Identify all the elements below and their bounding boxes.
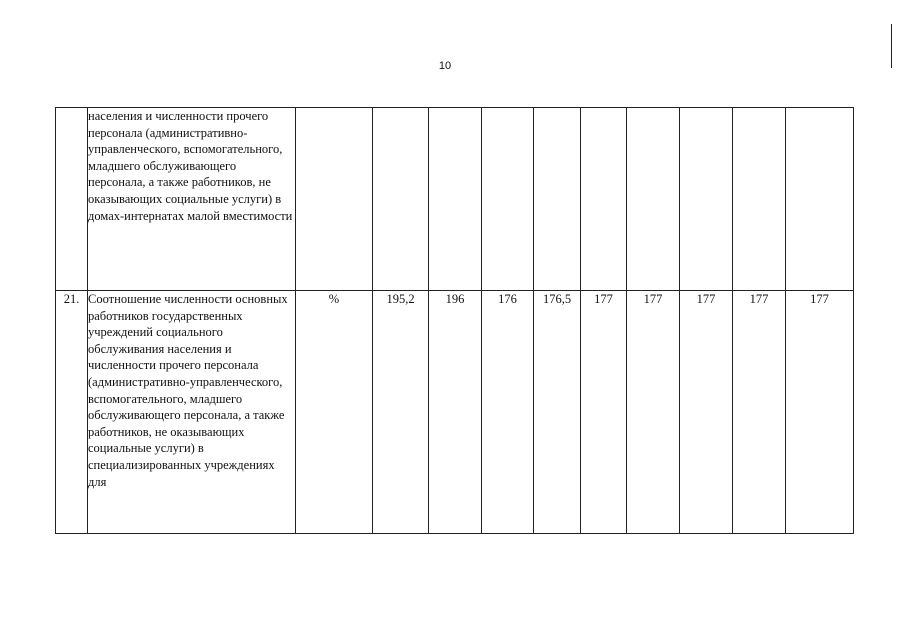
value-cell: 176,5: [534, 291, 581, 534]
value-cell: [627, 108, 680, 291]
unit-cell: [296, 108, 373, 291]
value-cell: [373, 108, 429, 291]
unit-cell: %: [296, 291, 373, 534]
row-number-cell: 21.: [56, 291, 88, 534]
value-cell: 176: [482, 291, 534, 534]
indicators-table: [55, 107, 854, 534]
page-number: 10: [438, 60, 452, 72]
value-cell: [786, 108, 854, 291]
value-cell: 177: [627, 291, 680, 534]
row-number-cell: [56, 108, 88, 291]
value-cell: [534, 108, 581, 291]
value-cell: 195,2: [373, 291, 429, 534]
value-cell: 177: [733, 291, 786, 534]
value-cell: [680, 108, 733, 291]
value-cell: 177: [786, 291, 854, 534]
value-cell: 177: [581, 291, 627, 534]
value-cell: [581, 108, 627, 291]
table-row: [56, 291, 854, 534]
table-row: [56, 108, 854, 291]
indicator-description: Соотношение численности основных работников государственных учреждений социального обслуживания населения и численности прочего персонала (административно-управленческого, вспомогательного, младшего обслуживающего персонала, а также работников, не оказывающих социальные услуги) в специализированных учреждениях для: [88, 291, 296, 534]
value-cell: 196: [429, 291, 482, 534]
scan-margin-line: [891, 24, 892, 68]
indicator-description: населения и численности прочего персонала (административно-управленческого, вспомогательного, младшего обслуживающего персонала, а также работников, не оказывающих социальные услуги) в домах-интернатах малой вместимости: [88, 108, 296, 291]
value-cell: 177: [680, 291, 733, 534]
value-cell: [733, 108, 786, 291]
value-cell: [482, 108, 534, 291]
value-cell: [429, 108, 482, 291]
